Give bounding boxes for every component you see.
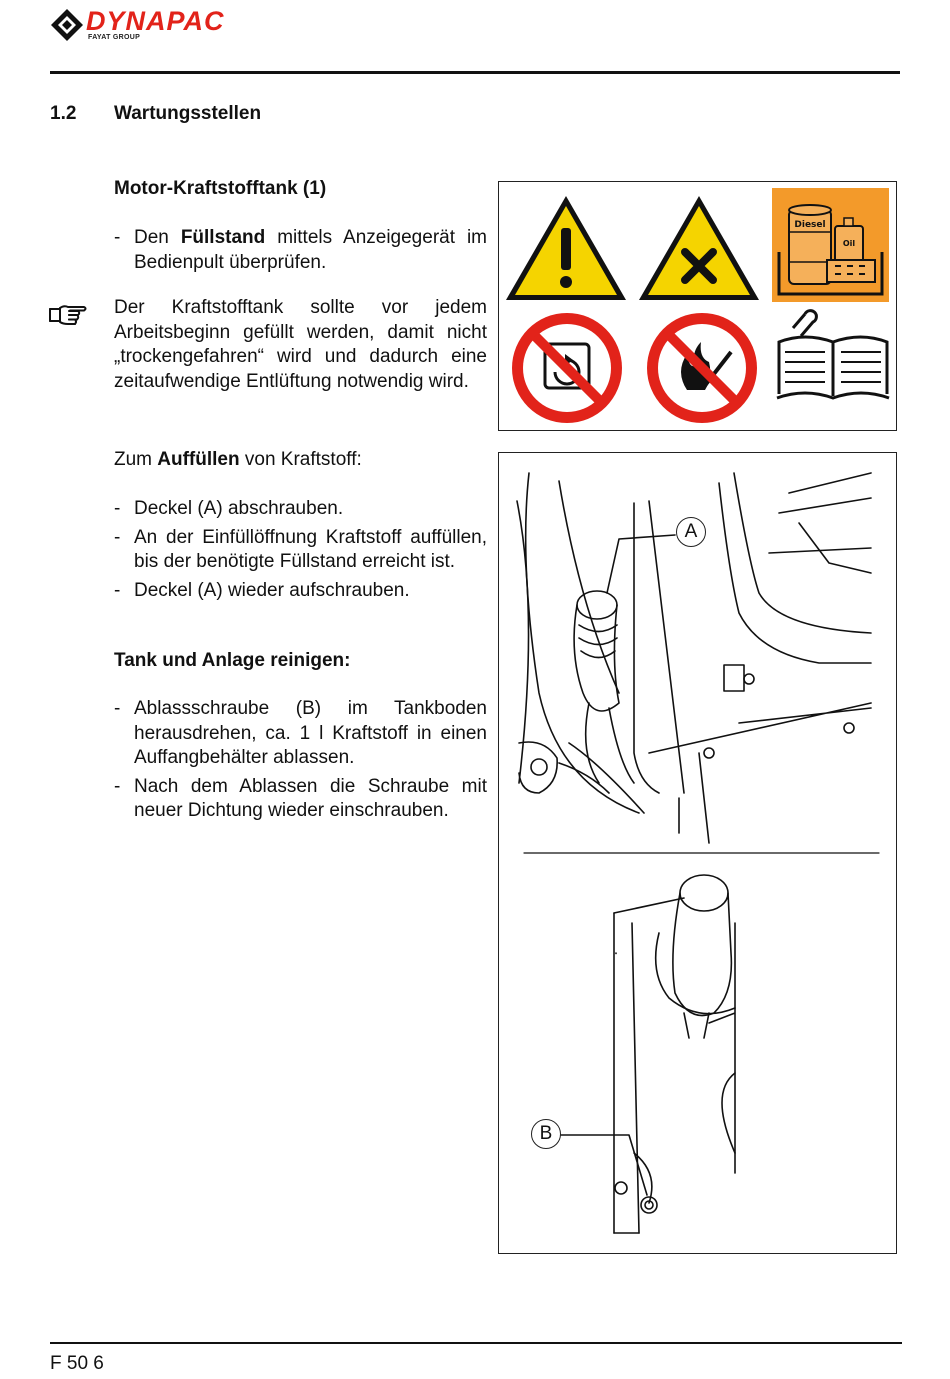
check-text-pre: Den <box>134 227 181 248</box>
list-dash: - <box>114 526 121 548</box>
brand-name: DYNAPAC <box>86 6 225 36</box>
brand-group: FAYAT GROUP <box>88 34 141 41</box>
list-item <box>114 226 487 275</box>
check-text-post: mittels Anzeigegerät im Bedienpult überprüfen. <box>134 227 487 273</box>
list-item <box>114 497 487 522</box>
list-dash: - <box>114 227 121 248</box>
list-dash: - <box>114 498 121 519</box>
safety-signs-graphic <box>499 182 895 429</box>
brand-logo <box>50 6 310 42</box>
fuel-tank-illustration <box>498 452 897 1254</box>
callout-b: B <box>531 1119 561 1149</box>
list-item <box>114 697 487 771</box>
no-open-fire-icon <box>647 313 757 423</box>
callout-a: A <box>676 517 706 547</box>
fill-intro <box>114 448 487 473</box>
cleaning-heading: Tank und Anlage reinigen: <box>114 650 351 671</box>
list-dash: - <box>114 698 121 719</box>
diesel-label: Diesel <box>794 220 826 230</box>
fill-steps <box>114 497 487 603</box>
cleaning-steps <box>114 697 487 824</box>
warning-harmful-icon <box>639 196 759 300</box>
fill-intro-post: von Kraftstoff: <box>239 449 362 470</box>
oil-label: Oil <box>842 239 856 248</box>
footer-model: F 50 6 <box>50 1353 104 1374</box>
tank-drain-view <box>561 875 735 1233</box>
fuel-tank-heading: Motor-Kraftstofftank (1) <box>114 178 327 199</box>
warning-exclamation-icon <box>506 196 626 300</box>
fuel-refill-icon <box>772 188 889 302</box>
pointing-hand-icon <box>48 300 88 328</box>
list-dash: - <box>114 579 121 601</box>
fill-step-text: Deckel (A) abschrauben. <box>134 498 344 519</box>
header-rule <box>50 71 900 74</box>
list-item <box>114 775 487 824</box>
cleaning-step-text: Ablassschraube (B) im Tankboden herausdrehen, ca. 1 l Kraftstoff in einen Auffangbehälter ablassen. <box>134 698 487 768</box>
list-dash: - <box>114 775 121 797</box>
no-engine-running-icon <box>512 313 622 423</box>
fill-step-text: An der Einfüllöffnung Kraftstoff auffüllen, bis der benötigte Füllstand erreicht ist. <box>134 526 487 572</box>
list-item <box>114 579 487 604</box>
read-manual-icon <box>777 311 889 398</box>
fuel-level-check <box>114 226 487 275</box>
footer-rule <box>50 1342 902 1344</box>
fill-step-text: Deckel (A) wieder aufschrauben. <box>134 579 410 601</box>
brand-diamond-icon <box>50 8 84 42</box>
fuel-note: Der Kraftstofftank sollte vor jedem Arbeitsbeginn gefüllt werden, damit nicht „trockengefahren“ wird und dadurch eine zeitaufwendige Entlüftung notwendig wird. <box>114 297 487 392</box>
list-item <box>114 526 487 575</box>
check-text-bold: Füllstand <box>180 227 266 248</box>
section-number: 1.2 <box>50 103 77 124</box>
cleaning-step-text: Nach dem Ablassen die Schraube mit neuer Dichtung wieder einschrauben. <box>134 775 487 821</box>
section-title: Wartungsstellen <box>114 103 262 124</box>
fill-intro-pre: Zum <box>114 449 158 470</box>
safety-signs-panel <box>498 181 897 431</box>
fill-intro-bold: Auffüllen <box>157 449 240 470</box>
